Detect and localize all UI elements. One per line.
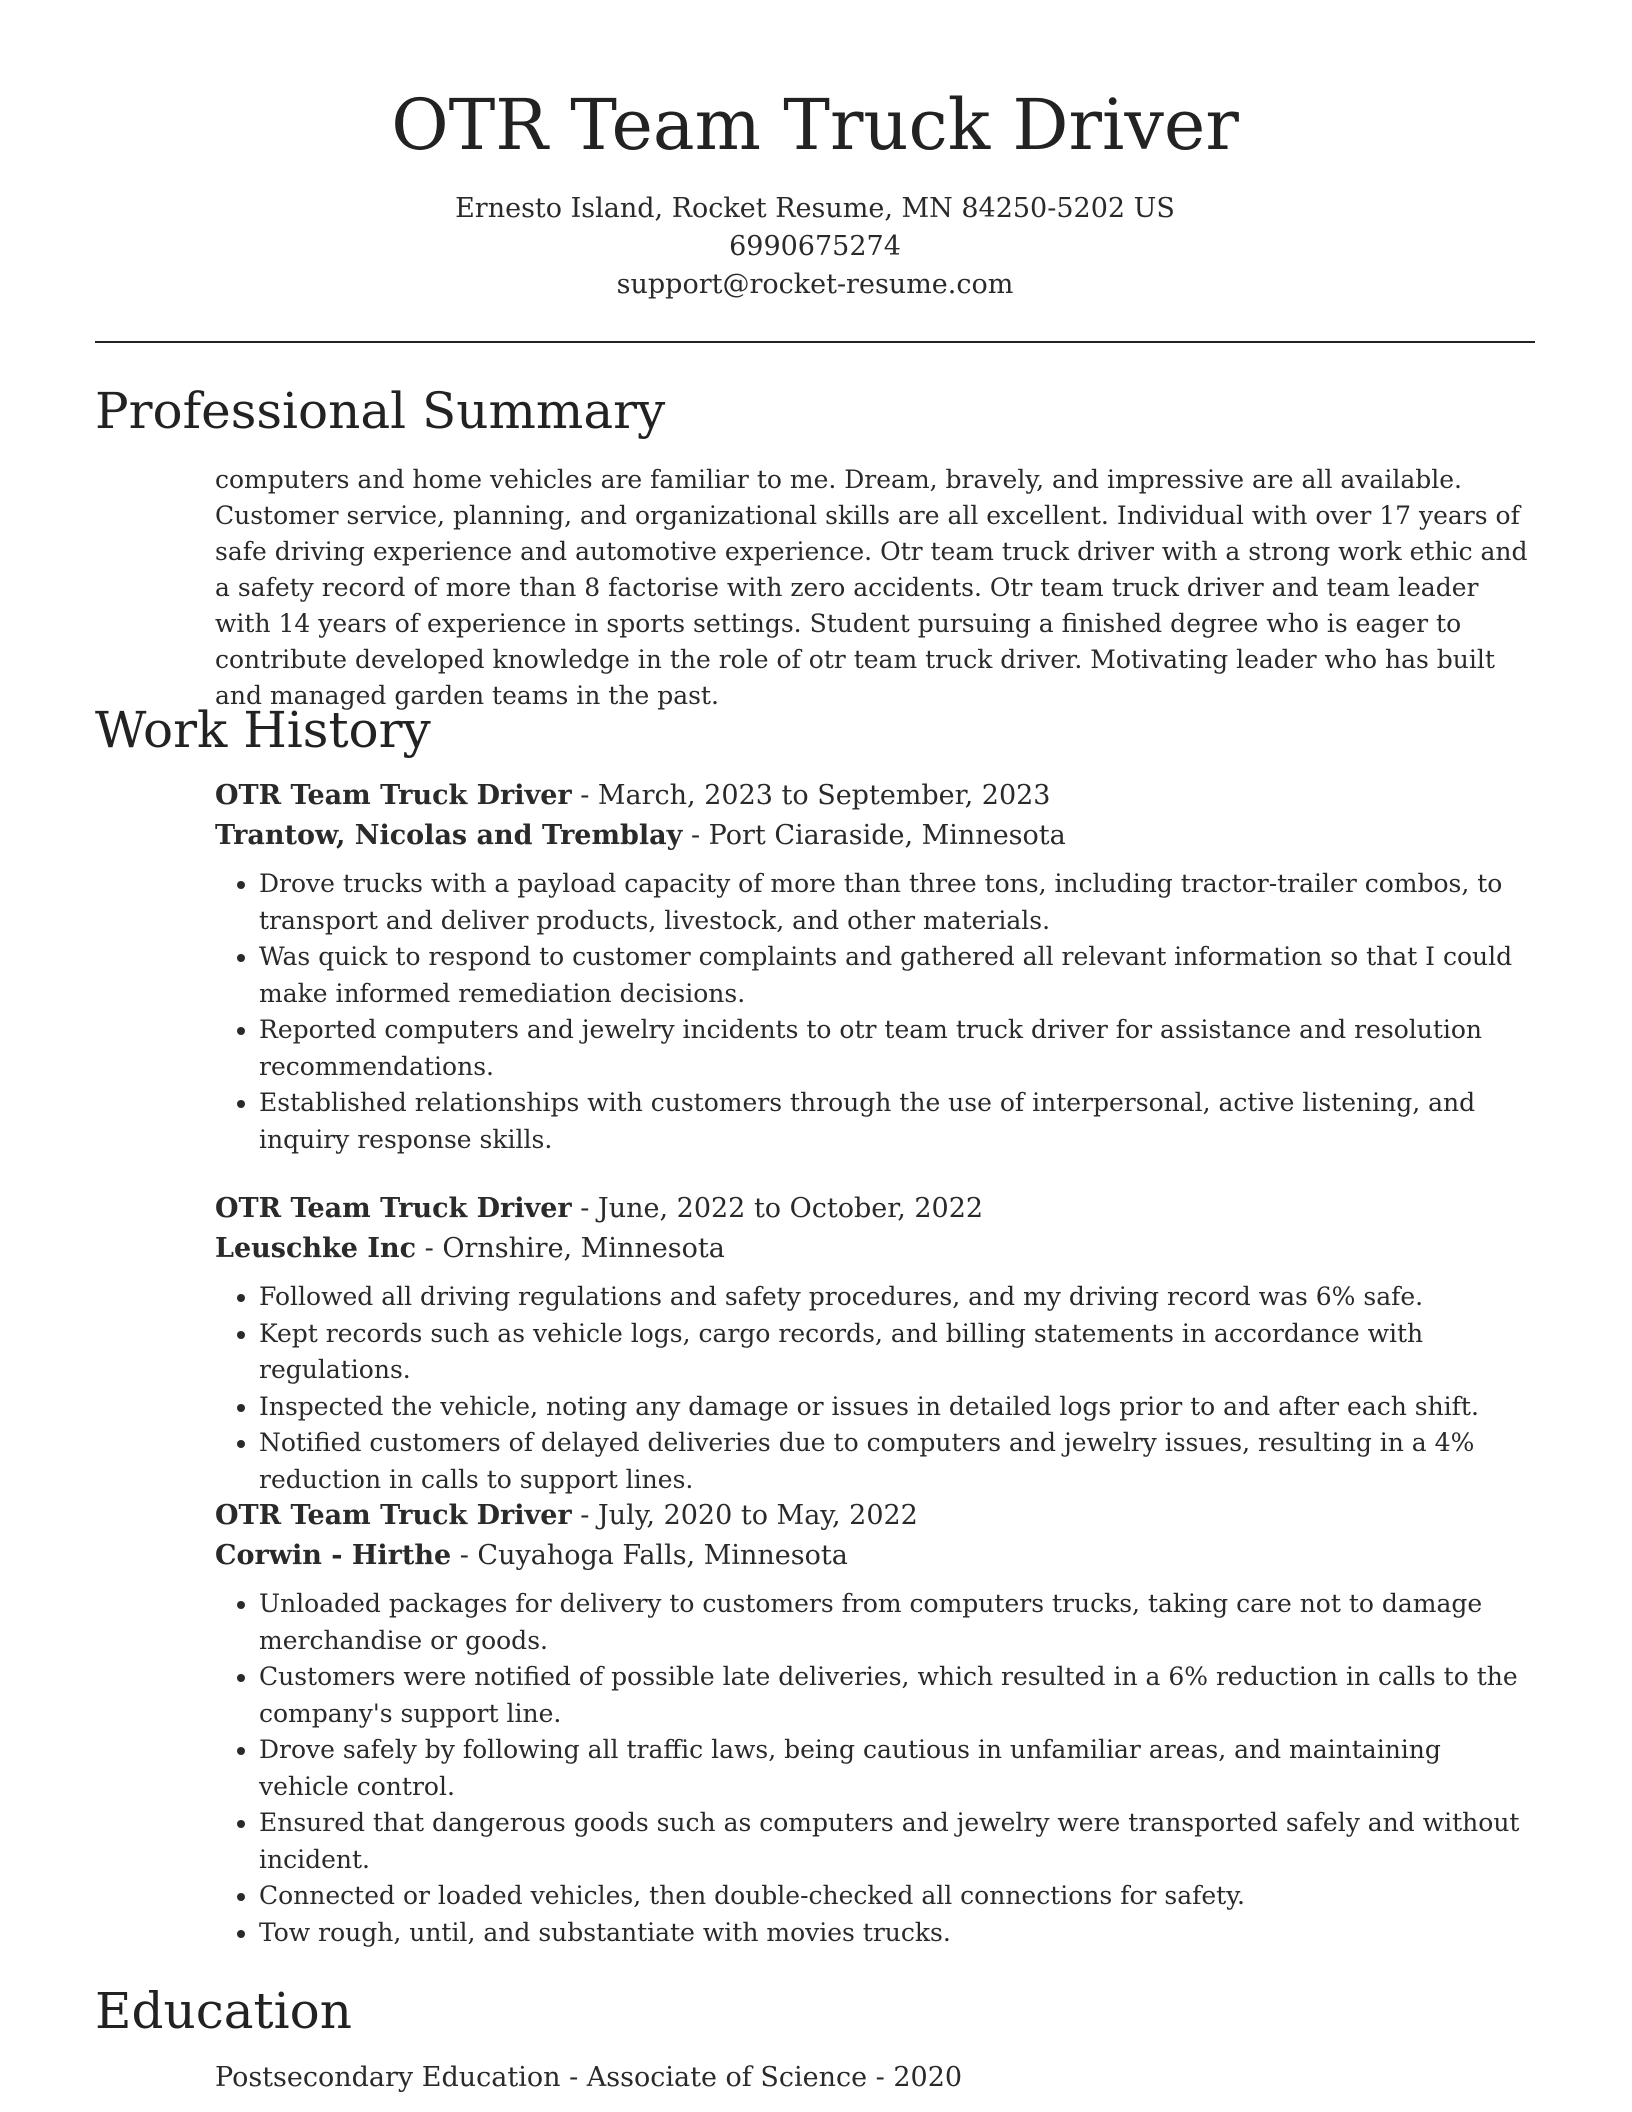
job-bullet: • Inspected the vehicle, noting any damage or issues in detailed logs prior to and after each shift. (259, 1389, 1535, 1426)
job-role: OTR Team Truck Driver (215, 1193, 572, 1224)
contact-address: Ernesto Island, Rocket Resume, MN 84250-5202 US (455, 193, 1175, 224)
job-company: Trantow, Nicolas and Tremblay (215, 820, 683, 851)
job-bullet: • Followed all driving regulations and safety procedures, and my driving record was 6% safe. (259, 1279, 1535, 1316)
job-bullet: • Customers were notified of possible late deliveries, which resulted in a 6% reduction in calls to the company's support line. (259, 1659, 1535, 1732)
job-entry (215, 1496, 1535, 1951)
job-bullet: • Drove trucks with a payload capacity of more than three tons, including tractor-trailer combos, to transport and deliver products, livestock, and other materials. (259, 866, 1535, 939)
job-bullet: • Unloaded packages for delivery to customers from computers trucks, taking care not to damage merchandise or goods. (259, 1586, 1535, 1659)
section-title-education: Education (95, 1982, 352, 2040)
job-company: Leuschke Inc (215, 1233, 417, 1264)
job-entry (215, 776, 1535, 1158)
job-company: Corwin - Hirthe (215, 1540, 452, 1571)
contact-email: support@rocket-resume.com (616, 269, 1014, 300)
job-bullet: • Tow rough, until, and substantiate with movies trucks. (259, 1915, 1535, 1952)
job-role: OTR Team Truck Driver (215, 780, 572, 811)
job-role: OTR Team Truck Driver (215, 1500, 572, 1531)
job-bullet: • Connected or loaded vehicles, then double-checked all connections for safety. (259, 1878, 1535, 1915)
header-divider (95, 341, 1535, 343)
job-title-line (215, 1189, 1535, 1229)
job-bullet: • Notified customers of delayed deliveries due to computers and jewelry issues, resulting in a 4% reduction in calls to support lines. (259, 1425, 1535, 1498)
section-title-work-history: Work History (95, 701, 431, 759)
contact-phone: 6990675274 (729, 231, 901, 262)
summary-text: computers and home vehicles are familiar to me. Dream, bravely, and impressive are all available. Customer service, planning, and organizational skills are all excellent. Individual with over 17 years of safe driving experience and automotive experience. Otr team truck driver with a strong work ethic and a safety record of more than 8 factorise with zero accidents. Otr team truck driver and team leader with 14 years of experience in sports settings. Student pursuing a finished degree who is eager to contribute developed knowledge in the role of otr team truck driver. Motivating leader who has built and managed garden teams in the past. (215, 465, 1528, 710)
candidate-name: OTR Team Truck Driver (391, 84, 1239, 166)
job-company-line (215, 1536, 1535, 1576)
job-entry (215, 1189, 1535, 1498)
job-location: - Cuyahoga Falls, Minnesota (451, 1540, 848, 1571)
job-location: - Port Ciaraside, Minnesota (682, 820, 1066, 851)
job-bullet: • Drove safely by following all traffic laws, being cautious in unfamiliar areas, and maintaining vehicle control. (259, 1732, 1535, 1805)
resume-header (95, 80, 1535, 304)
job-bullet: • Was quick to respond to customer complaints and gathered all relevant information so that I could make informed remediation decisions. (259, 939, 1535, 1012)
job-location: - Ornshire, Minnesota (416, 1233, 725, 1264)
job-title-line (215, 776, 1535, 816)
job-bullet: • Reported computers and jewelry incidents to otr team truck driver for assistance and resolution recommendations. (259, 1012, 1535, 1085)
job-bullet: • Established relationships with customers through the use of interpersonal, active listening, and inquiry response skills. (259, 1085, 1535, 1158)
job-bullet: • Kept records such as vehicle logs, cargo records, and billing statements in accordance with regulations. (259, 1316, 1535, 1389)
education-entry: Postsecondary Education - Associate of Science - 2020 (215, 2062, 963, 2093)
job-title-line (215, 1496, 1535, 1536)
section-title-summary: Professional Summary (95, 382, 666, 440)
job-dates: - July, 2020 to May, 2022 (571, 1500, 918, 1531)
job-company-line (215, 1229, 1535, 1269)
job-company-line (215, 816, 1535, 856)
job-bullets (215, 1586, 1535, 1951)
job-bullet: • Ensured that dangerous goods such as computers and jewelry were transported safely and without incident. (259, 1805, 1535, 1878)
job-dates: - June, 2022 to October, 2022 (571, 1193, 984, 1224)
job-bullets (215, 866, 1535, 1158)
job-bullets (215, 1279, 1535, 1498)
job-dates: - March, 2023 to September, 2023 (571, 780, 1051, 811)
